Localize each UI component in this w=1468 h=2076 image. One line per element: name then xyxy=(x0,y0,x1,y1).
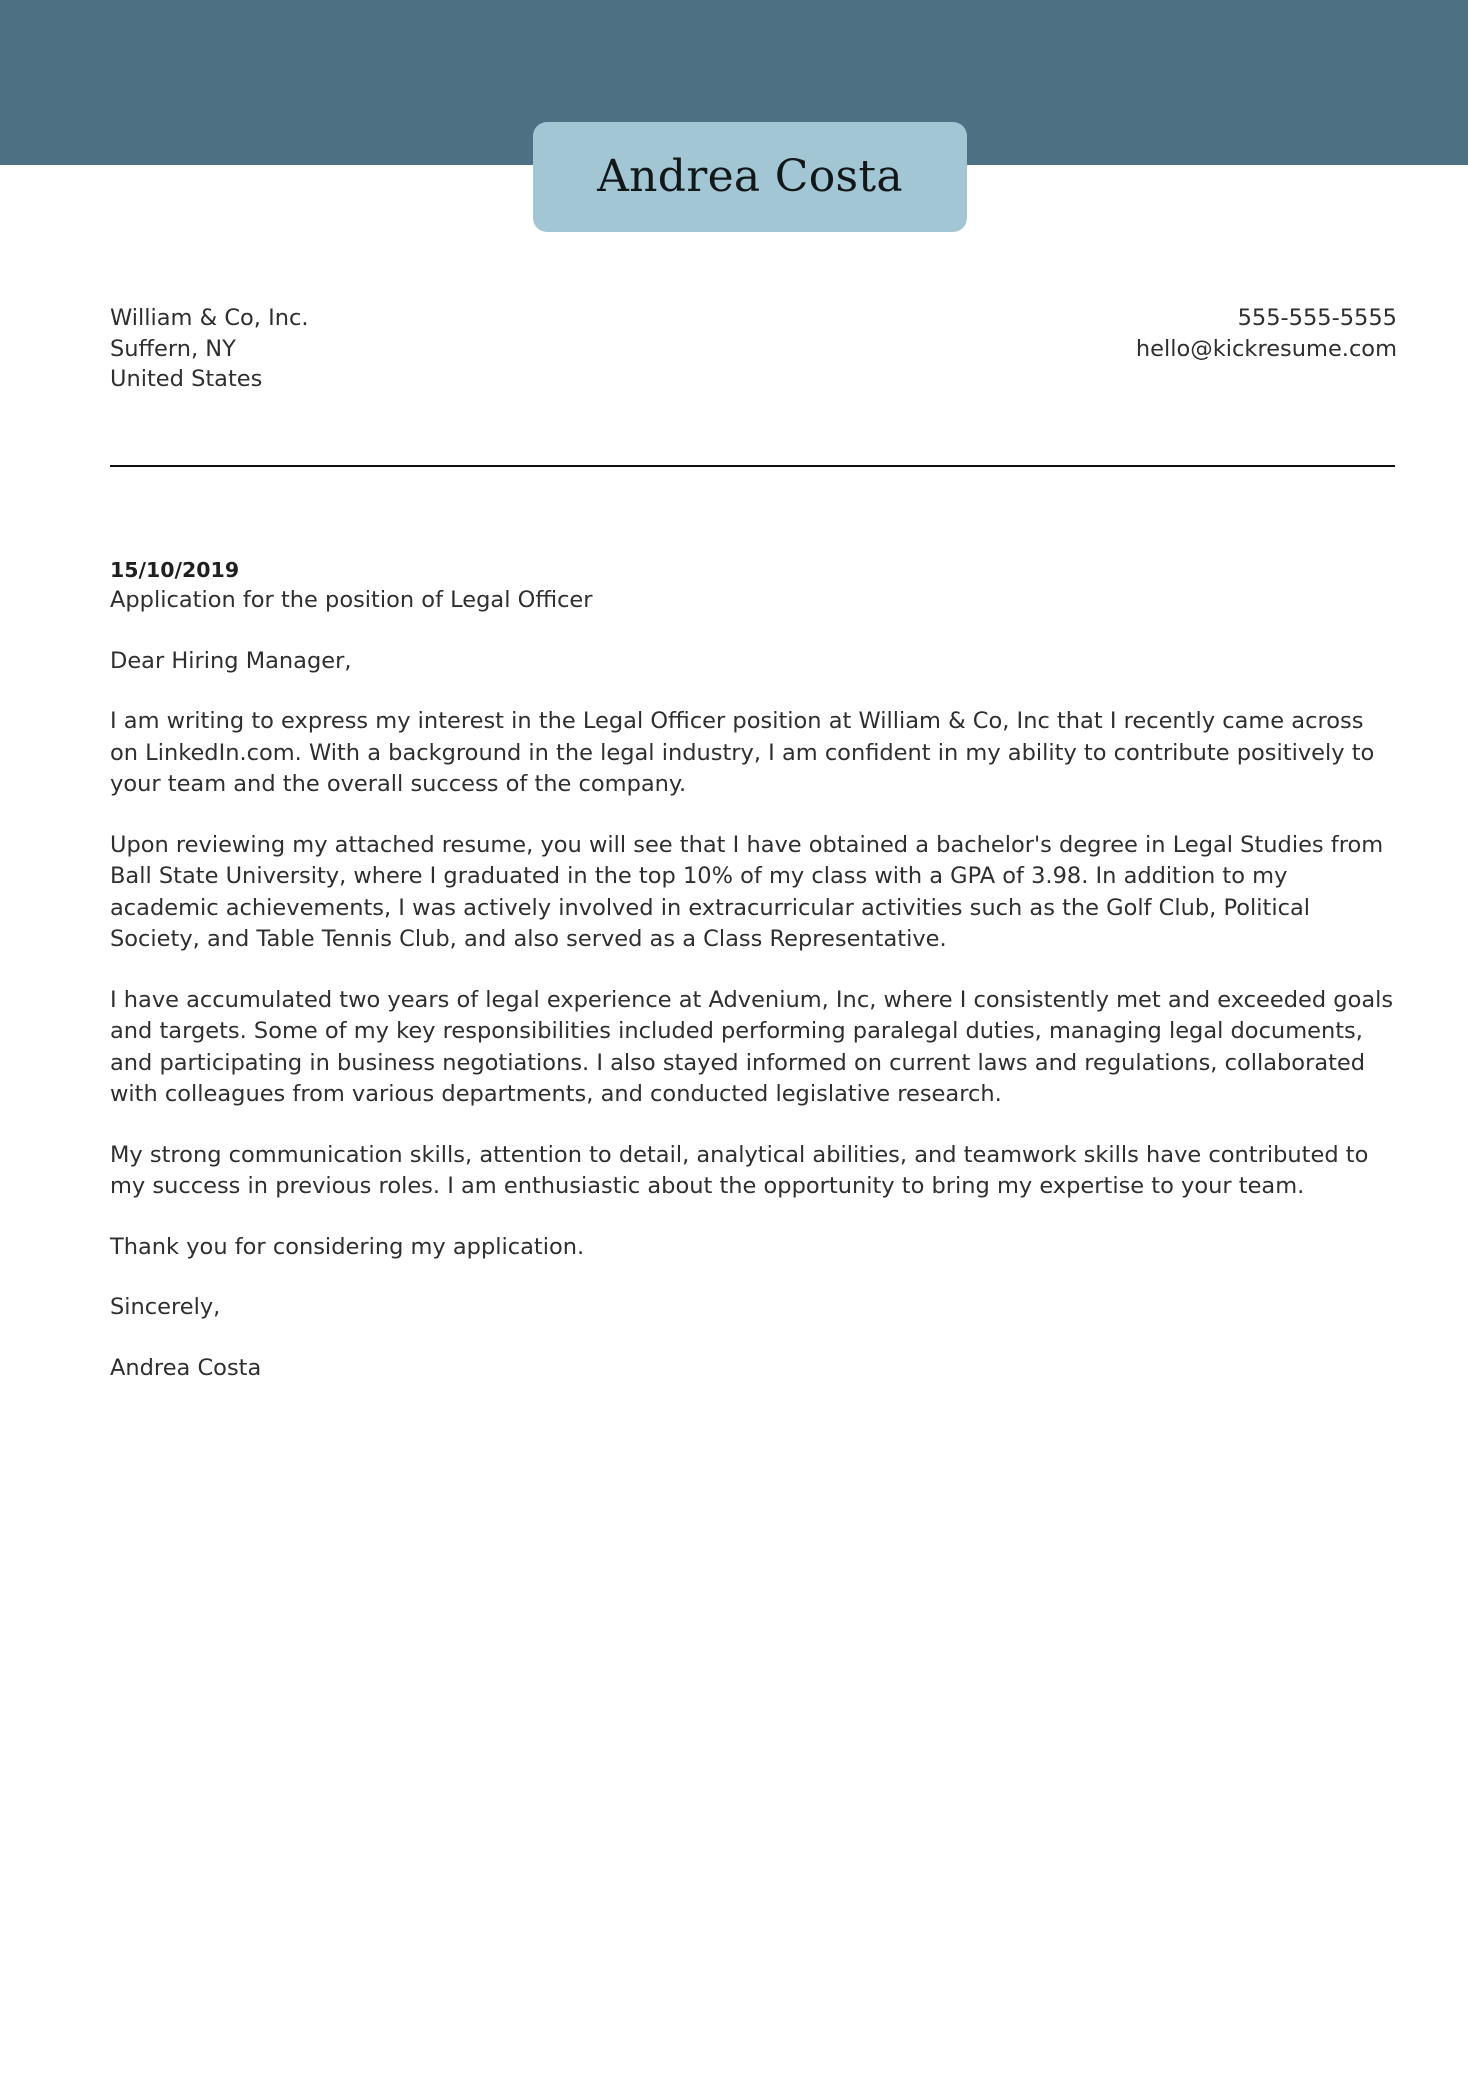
recipient-address-block xyxy=(110,303,309,395)
recipient-country: United States xyxy=(110,366,263,392)
letter-signature: Andrea Costa xyxy=(110,1354,262,1381)
recipient-city-state: Suffern, NY xyxy=(110,335,236,362)
letter-subject: Application for the position of Legal Officer xyxy=(110,587,593,613)
letter-thanks: Thank you for considering my application. xyxy=(110,1233,585,1260)
letter-paragraph: Upon reviewing my attached resume, you will see that I have obtained a bachelor's degree in Legal Studies from Ball State University, where I graduated in the top 10% of my class with a GPA of 3.98. In addition to my academic achievements, I was actively involved in extracurricular activities such as the Golf Club, Political Society, and Table Tennis Club, and also served as a Class Representative. xyxy=(110,831,1384,952)
letter-paragraph: My strong communication skills, attention to detail, analytical abilities, and teamwork skills have contributed to my success in previous roles. I am enthusiastic about the opportunity to bring my expertise to your team. xyxy=(110,1141,1369,1199)
recipient-company: William & Co, Inc. xyxy=(110,305,309,331)
letter-paragraph: I am writing to express my interest in the Legal Officer position at William & Co, Inc that I recently came across on LinkedIn.com. With a background in the legal industry, I am confident in my ability to contribute positively to your team and the overall success of the company. xyxy=(110,708,1375,797)
sender-phone: 555-555-5555 xyxy=(1237,305,1397,331)
sender-email: hello@kickresume.com xyxy=(1135,335,1397,362)
letter-salutation: Dear Hiring Manager, xyxy=(110,647,352,674)
candidate-name: Andrea Costa xyxy=(597,151,903,202)
sender-contact-block xyxy=(1136,303,1397,364)
letter-paragraph: I have accumulated two years of legal experience at Advenium, Inc, where I consistently met and exceeded goals and targets. Some of my key responsibilities included performing paralegal duties, managing legal documents, and participating in business negotiations. I also stayed informed on current laws and regulations, collaborated with colleagues from various departments, and conducted legislative research. xyxy=(110,986,1394,1107)
letter-closing: Sincerely, xyxy=(110,1294,221,1320)
letter-body xyxy=(110,556,1395,1384)
contact-row xyxy=(110,303,1397,395)
header-divider xyxy=(110,465,1395,467)
letter-date: 15/10/2019 xyxy=(110,558,240,582)
nameplate xyxy=(533,122,967,232)
